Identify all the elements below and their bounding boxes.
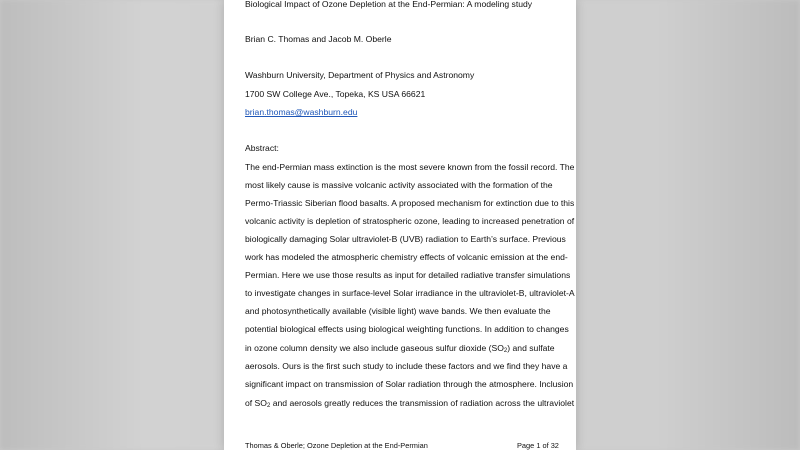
subscript: 2 <box>503 348 508 354</box>
affiliation: Washburn University, Department of Physics and Astronomy <box>245 70 475 80</box>
abstract-line: significant impact on transmission of Solar radiation through the atmosphere. Inclusion <box>245 379 574 389</box>
page-footer-running-title: Thomas & Oberle; Ozone Depletion at the End-Permian <box>245 441 428 450</box>
authors: Brian C. Thomas and Jacob M. Oberle <box>245 34 392 44</box>
document-page <box>224 0 576 450</box>
abstract-text: and aerosols greatly reduces the transmission of radiation across the ultraviolet <box>270 398 575 408</box>
abstract-line: volcanic activity is depletion of stratospheric ozone, leading to increased penetration of <box>245 216 575 226</box>
abstract-line: and photosynthetically available (visible light) wave bands. We then evaluate the <box>245 306 551 316</box>
subscript: 2 <box>266 403 271 409</box>
abstract-line: work has modeled the atmospheric chemistry effects of volcanic emission at the end- <box>245 252 568 262</box>
address: 1700 SW College Ave., Topeka, KS USA 66621 <box>245 89 426 99</box>
abstract-line: potential biological effects using biological weighting functions. In addition to changes <box>245 324 569 334</box>
abstract-text: ) and sulfate <box>507 343 555 353</box>
abstract-line: to investigate changes in surface-level Solar irradiance in the ultraviolet-B, ultraviolet-A <box>245 288 575 298</box>
abstract-text: in ozone column density we also include gaseous sulfur dioxide (SO <box>245 343 504 353</box>
abstract-line: most likely cause is massive volcanic activity associated with the formation of the <box>245 180 553 190</box>
email-link[interactable]: brian.thomas@washburn.edu <box>245 107 358 117</box>
abstract-line: biologically damaging Solar ultraviolet-B (UVB) radiation to Earth’s surface. Previous <box>245 234 566 244</box>
abstract-line <box>245 398 574 409</box>
paper-title: Biological Impact of Ozone Depletion at the End-Permian: A modeling study <box>245 0 533 9</box>
abstract-heading: Abstract: <box>245 143 279 153</box>
page-number: Page 1 of 32 <box>517 441 559 450</box>
abstract-line: aerosols. Ours is the first such study to include these factors and we find they have a <box>245 361 568 371</box>
abstract-line: Permo-Triassic Siberian flood basalts. A proposed mechanism for extinction due to this <box>245 198 575 208</box>
abstract-line: The end-Permian mass extinction is the most severe known from the fossil record. The <box>245 162 575 172</box>
abstract-line: Permian. Here we use those results as input for detailed radiative transfer simulations <box>245 270 571 280</box>
abstract-line <box>245 343 555 354</box>
abstract-text: of SO <box>245 398 267 408</box>
